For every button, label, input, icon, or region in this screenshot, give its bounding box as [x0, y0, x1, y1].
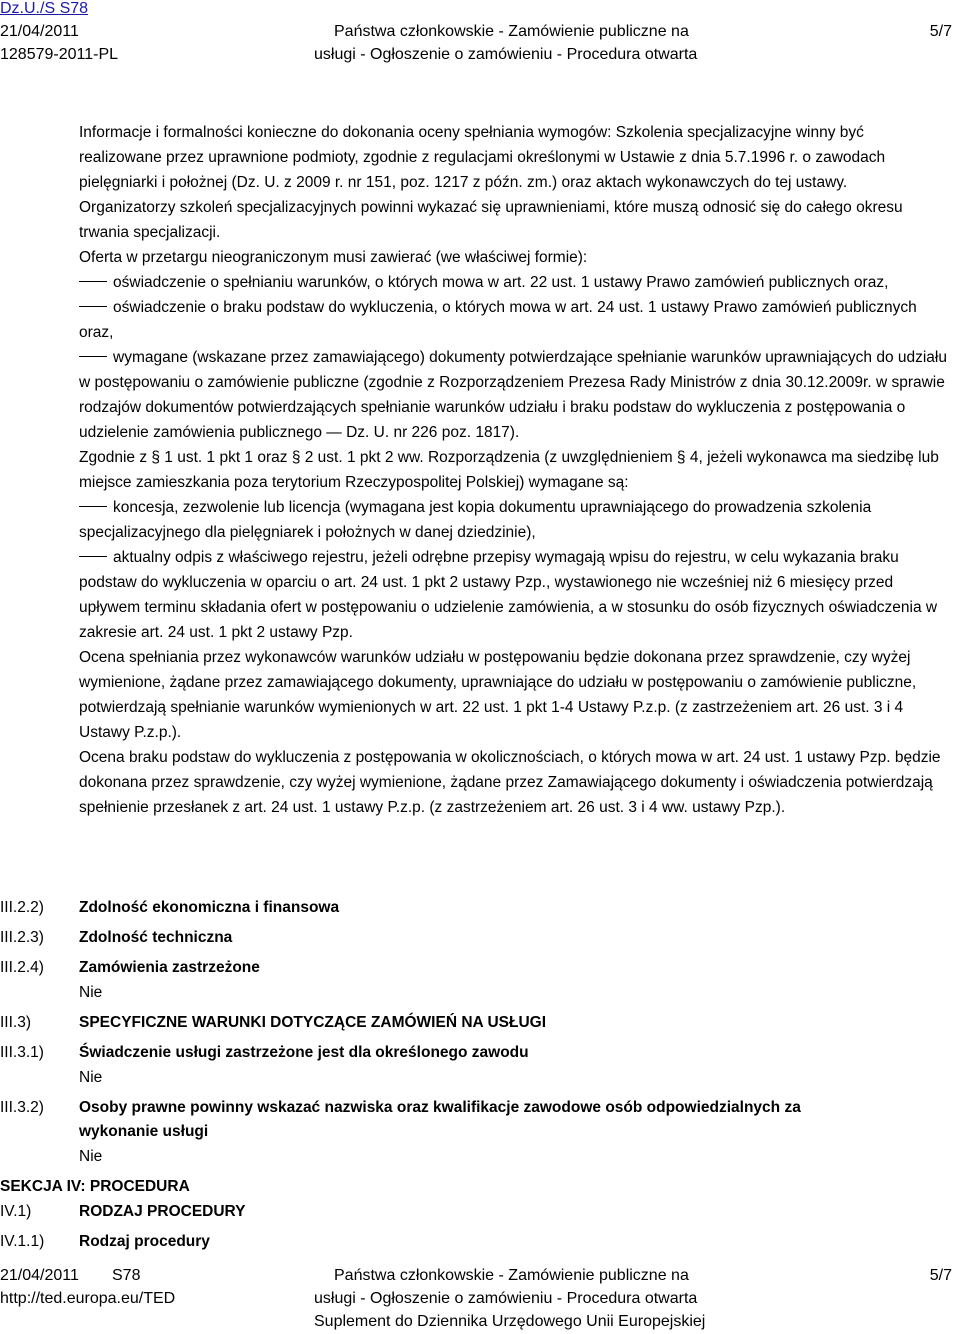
footer-page: 5/7	[929, 1267, 952, 1284]
footer-series: S78	[112, 1267, 141, 1284]
list-item: oświadczenie o spełnianiu warunków, o których mowa w art. 22 ust. 1 ustawy Prawo zamówień publicznych oraz,	[79, 270, 947, 295]
conditions-text	[79, 120, 947, 820]
section-title: Rodzaj procedury	[79, 1233, 210, 1250]
list-item: oświadczenie o braku podstaw do wykluczenia, o których mowa w art. 24 ust. 1 ustawy Prawo zamówień publicznych oraz,	[79, 299, 917, 341]
section-value: Nie	[79, 1148, 103, 1165]
dash-bullet	[79, 356, 107, 357]
paragraph: Ocena spełniania przez wykonawców warunków udziału w postępowaniu będzie dokonana przez sprawdzenie, czy wyżej wymienione, żądane przez zamawiającego dokumenty, uprawniające do udziału w postępowaniu o zamówienie publiczne, potwierdzają spełnianie warunków wymienionych w art. 22 ust. 1 pkt 1-4 Ustawy P.z.p. (z zastrzeżeniem art. 26 ust. 3 i 4 Ustawy P.z.p.).	[79, 649, 917, 741]
section-label: IV.1.1)	[0, 1233, 45, 1250]
dash-bullet	[79, 556, 107, 557]
footer-url-link[interactable]: http://ted.europa.eu/TED	[0, 1290, 176, 1307]
header-doc-id: 128579-2011-PL	[0, 46, 119, 63]
footer-date: 21/04/2011	[0, 1267, 79, 1284]
section-label: III.3)	[0, 1014, 32, 1031]
dash-bullet	[79, 281, 107, 282]
header-title-line2: usługi - Ogłoszenie o zamówieniu - Procedura otwarta	[314, 46, 698, 63]
section-label: III.3.2)	[0, 1099, 44, 1116]
list-item: koncesja, zezwolenie lub licencja (wymagana jest kopia dokumentu uprawniającego do prowadzenia szkolenia specjalizacyjnego dla pielęgniarek i położnych w danej dziedzinie),	[79, 499, 872, 541]
section-label: IV.1)	[0, 1203, 32, 1220]
paragraph: Ocena braku podstaw do wykluczenia z postępowania w okolicznościach, o których mowa w art. 24 ust. 1 ustawy Pzp. będzie dokonana przez sprawdzenie, czy wyżej wymienione, żądane przez Zamawiającego dokumenty i oświadczenia potwierdzają spełnienie przesłanek z art. 24 ust. 1 ustawy P.z.p. (z zastrzeżeniem art. 26 ust. 3 i 4 ww. ustawy Pzp.).	[79, 749, 941, 816]
section-label: III.2.4)	[0, 959, 44, 976]
section-title: Zamówienia zastrzeżone	[79, 959, 260, 976]
section-title: Osoby prawne powinny wskazać nazwiska oraz kwalifikacje zawodowe osób odpowiedzialnych za	[79, 1099, 801, 1116]
section-label: III.2.3)	[0, 929, 44, 946]
doc-ref-link[interactable]: Dz.U./S S78	[0, 0, 89, 17]
paragraph: Oferta w przetargu nieograniczonym musi zawierać (we właściwej formie):	[79, 249, 588, 266]
section-label: III.2.2)	[0, 899, 44, 916]
header-title-line1: Państwa członkowskie - Zamówienie publiczne na	[334, 23, 689, 40]
section-label: III.3.1)	[0, 1044, 44, 1061]
dash-bullet	[79, 306, 107, 307]
section-value: Nie	[79, 1069, 103, 1086]
header-page: 5/7	[929, 23, 952, 40]
section-title: wykonanie usługi	[79, 1123, 209, 1140]
section-title: SPECYFICZNE WARUNKI DOTYCZĄCE ZAMÓWIEŃ NA USŁUGI	[79, 1014, 547, 1031]
section-value: Nie	[79, 984, 103, 1001]
paragraph: Informacje i formalności konieczne do dokonania oceny spełniania wymogów: Szkolenia specjalizacyjne winny być realizowane przez uprawnione podmioty, zgodnie z regulacjami określonymi w Ustawie z dnia 5.7.1996 r. o zawodach pielęgniarki i położnej (Dz. U. z 2009 r. nr 151, poz. 1217 z późn. zm.) oraz aktach wykonawczych do tej ustawy. Organizatorzy szkoleń specjalizacyjnych powinni wykazać się uprawnieniami, które muszą odnosić się do całego okresu trwania specjalizacji.	[79, 124, 903, 241]
section-title: RODZAJ PROCEDURY	[79, 1203, 246, 1220]
footer-title-line1: Państwa członkowskie - Zamówienie publiczne na	[334, 1267, 689, 1284]
section-title: Zdolność techniczna	[79, 929, 233, 946]
header-date: 21/04/2011	[0, 23, 79, 40]
footer-title-line3: Suplement do Dziennika Urzędowego Unii Europejskiej	[314, 1313, 706, 1330]
section-heading: SEKCJA IV: PROCEDURA	[0, 1178, 190, 1195]
list-item: aktualny odpis z właściwego rejestru, jeżeli odrębne przepisy wymagają wpisu do rejestru, w celu wykazania braku podstaw do wykluczenia w oparciu o art. 24 ust. 1 pkt 2 ustawy Pzp., wystawionego nie wcześniej niż 6 miesięcy przed upływem terminu składania ofert w postępowaniu o udzielenie zamówienia, a w stosunku do osób fizycznych oświadczenia w zakresie art. 24 ust. 1 pkt 2 ustawy Pzp.	[79, 549, 938, 641]
list-item: wymagane (wskazane przez zamawiającego) dokumenty potwierdzające spełnianie warunków uprawniających do udziału w postępowaniu o zamówienie publiczne (zgodnie z Rozporządzeniem Prezesa Rady Ministrów z dnia 30.12.2009r. w sprawie rodzajów dokumentów potwierdzających spełnianie warunków udziału i braku podstaw do wykluczenia z postępowania o udzielenie zamówienia publicznego — Dz. U. nr 226 poz. 1817).	[79, 349, 947, 441]
dash-bullet	[79, 506, 107, 507]
section-title: Zdolność ekonomiczna i finansowa	[79, 899, 340, 916]
section-title: Świadczenie usługi zastrzeżone jest dla określonego zawodu	[79, 1044, 529, 1061]
footer-title-line2: usługi - Ogłoszenie o zamówieniu - Procedura otwarta	[314, 1290, 698, 1307]
paragraph: Zgodnie z § 1 ust. 1 pkt 1 oraz § 2 ust. 1 pkt 2 ww. Rozporządzenia (z uwzględnieniem § 4, jeżeli wykonawca ma siedzibę lub miejsce zamieszkania poza terytorium Rzeczypospolitej Polskiej) wymagane są:	[79, 449, 939, 491]
